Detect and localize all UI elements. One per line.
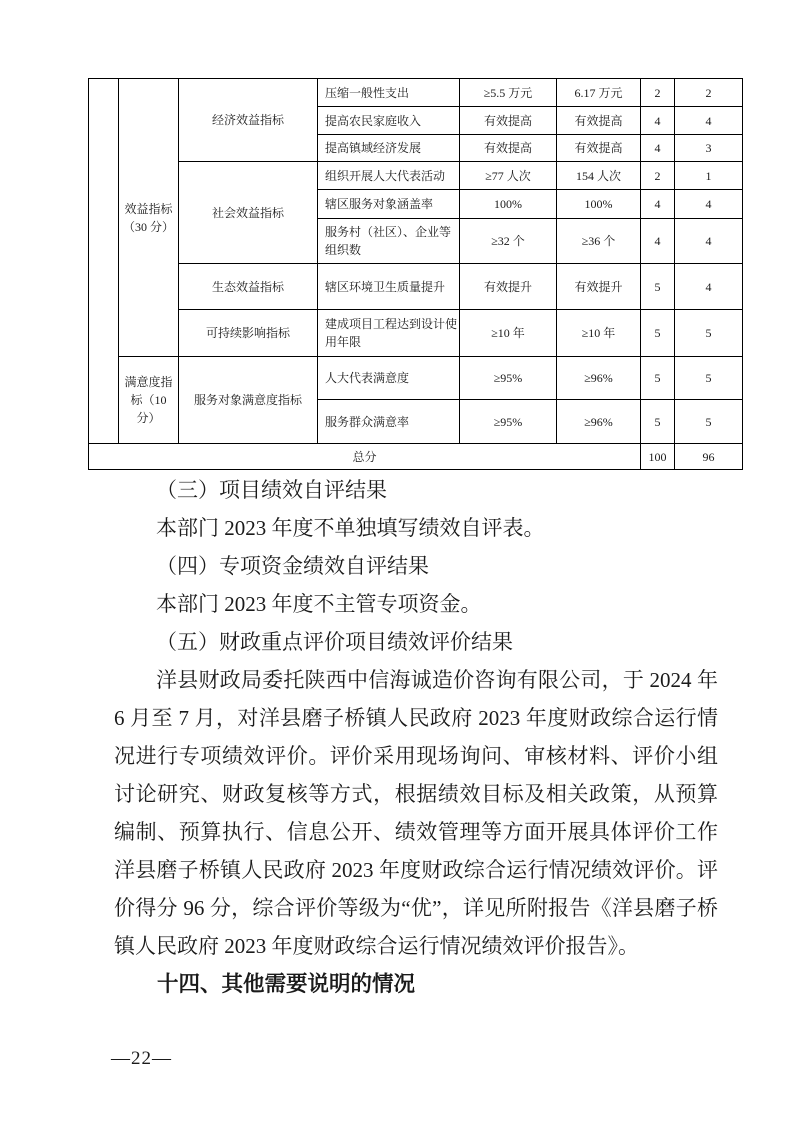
subgroup-cell-social: 社会效益指标: [179, 162, 318, 264]
got-score-cell: 5: [675, 400, 743, 444]
target-value-cell: 100%: [460, 190, 557, 219]
score-cell: 2: [641, 162, 675, 190]
heading-section-5: （五）财政重点评价项目绩效评价结果: [156, 630, 513, 654]
got-score-cell: 4: [675, 190, 743, 219]
actual-value-cell: 有效提升: [557, 264, 641, 310]
table-row: [89, 357, 743, 400]
table-row: [89, 264, 743, 310]
indicator-name-cell: 辖区服务对象涵盖率: [318, 190, 460, 219]
table-row: [89, 79, 743, 107]
target-value-cell: ≥77 人次: [460, 162, 557, 190]
group-cell-satisfaction: 满意度指标（10 分）: [119, 357, 179, 444]
indicator-name-cell: 人大代表满意度: [318, 357, 460, 400]
paragraph-section-5: 洋县财政局委托陕西中信海诚造价咨询有限公司，于 2024 年 6 月至 7 月，对洋县磨子桥镇人民政府 2023 年度财政综合运行情况进行专项绩效评价。评价采用现场询问、审核材料、评价小组讨论研究、财政复核等方式，根据绩效目标及相关政策，从预算编制、预算执行、信息公开、绩效管理等方面开展具体评价工作洋县磨子桥镇人民政府 2023 年度财政综合运行情况绩效评价。评价得分 96 分，综合评价等级为“优”，详见所附报告《洋县磨子桥镇人民政府 2023 年度财政综合运行情况绩效评价报告》。: [114, 668, 718, 958]
actual-value-cell: 100%: [557, 190, 641, 219]
actual-value-cell: 154 人次: [557, 162, 641, 190]
subgroup-cell-service-satisfaction: 服务对象满意度指标: [179, 357, 318, 444]
actual-value-cell: ≥96%: [557, 357, 641, 400]
actual-value-cell: ≥36 个: [557, 219, 641, 264]
score-cell: 4: [641, 219, 675, 264]
actual-value-cell: ≥10 年: [557, 310, 641, 357]
got-score-cell: 4: [675, 107, 743, 135]
group-cell-benefit: 效益指标（30 分）: [119, 79, 179, 357]
paragraph-section-4: 本部门 2023 年度不主管专项资金。: [156, 592, 482, 616]
got-score-cell: 2: [675, 79, 743, 107]
indicator-name-cell: 服务村（社区）、企业等组织数: [318, 219, 460, 264]
target-value-cell: ≥5.5 万元: [460, 79, 557, 107]
indicator-name-cell: 建成项目工程达到设计使用年限: [318, 310, 460, 357]
page-number: —22—: [111, 1048, 172, 1069]
heading-section-3: （三）项目绩效自评结果: [156, 478, 387, 502]
target-value-cell: ≥10 年: [460, 310, 557, 357]
target-value-cell: ≥95%: [460, 357, 557, 400]
table-total-row: [89, 444, 743, 470]
indicator-name-cell: 提高农民家庭收入: [318, 107, 460, 135]
got-score-cell: 1: [675, 162, 743, 190]
actual-value-cell: 有效提高: [557, 135, 641, 162]
target-value-cell: ≥95%: [460, 400, 557, 444]
total-got-cell: 96: [675, 444, 743, 470]
heading-section-14: 十四、其他需要说明的情况: [157, 972, 416, 996]
score-cell: 4: [641, 107, 675, 135]
score-cell: 4: [641, 135, 675, 162]
indicator-name-cell: 组织开展人大代表活动: [318, 162, 460, 190]
actual-value-cell: 6.17 万元: [557, 79, 641, 107]
paragraph-section-3: 本部门 2023 年度不单独填写绩效自评表。: [156, 516, 545, 540]
got-score-cell: 5: [675, 357, 743, 400]
target-value-cell: 有效提高: [460, 107, 557, 135]
target-value-cell: 有效提高: [460, 135, 557, 162]
empty-cell: [89, 79, 119, 444]
table-row: [89, 162, 743, 190]
subgroup-cell-economic: 经济效益指标: [179, 79, 318, 162]
performance-indicator-table: [88, 78, 743, 470]
subgroup-cell-ecological: 生态效益指标: [179, 264, 318, 310]
total-label-cell: 总分: [89, 444, 641, 470]
actual-value-cell: ≥96%: [557, 400, 641, 444]
heading-section-4: （四）专项资金绩效自评结果: [156, 554, 429, 578]
indicator-name-cell: 压缩一般性支出: [318, 79, 460, 107]
indicator-name-cell: 提高镇域经济发展: [318, 135, 460, 162]
subgroup-cell-sustainability: 可持续影响指标: [179, 310, 318, 357]
got-score-cell: 3: [675, 135, 743, 162]
body-text: [114, 471, 718, 1003]
actual-value-cell: 有效提高: [557, 107, 641, 135]
indicator-name-cell: 辖区环境卫生质量提升: [318, 264, 460, 310]
score-cell: 5: [641, 264, 675, 310]
got-score-cell: 4: [675, 219, 743, 264]
target-value-cell: 有效提升: [460, 264, 557, 310]
score-cell: 5: [641, 400, 675, 444]
score-cell: 2: [641, 79, 675, 107]
score-cell: 5: [641, 357, 675, 400]
total-score-cell: 100: [641, 444, 675, 470]
score-cell: 5: [641, 310, 675, 357]
score-cell: 4: [641, 190, 675, 219]
indicator-name-cell: 服务群众满意率: [318, 400, 460, 444]
target-value-cell: ≥32 个: [460, 219, 557, 264]
table-row: [89, 310, 743, 357]
got-score-cell: 5: [675, 310, 743, 357]
got-score-cell: 4: [675, 264, 743, 310]
